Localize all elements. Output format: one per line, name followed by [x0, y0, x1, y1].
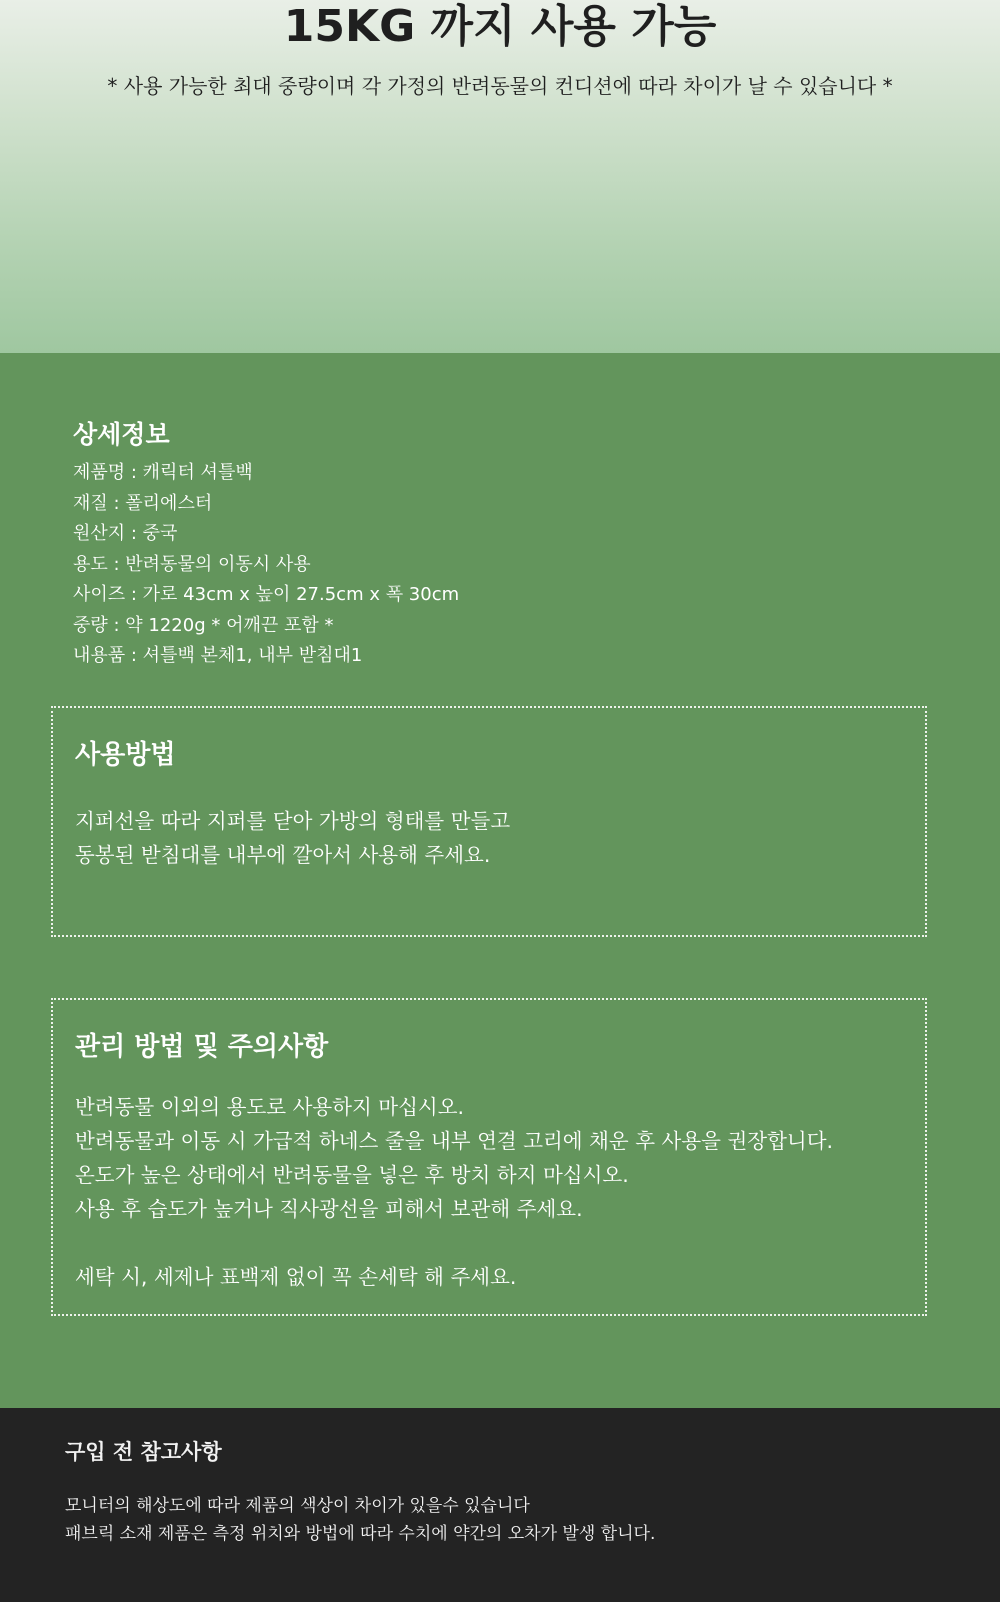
care-line: 사용 후 습도가 높거나 직사광선을 피해서 보관해 주세요.	[75, 1197, 583, 1221]
purchase-notes-lines	[65, 1492, 655, 1548]
detail-weight: 중량 : 약 1220g * 어깨끈 포함 *	[73, 614, 334, 636]
purchase-note: 모니터의 해상도에 따라 제품의 색상이 차이가 있을수 있습니다	[65, 1496, 530, 1516]
usage-line: 지퍼선을 따라 지퍼를 닫아 가방의 형태를 만들고	[75, 809, 511, 833]
hero-title: 15KG 까지 사용 가능	[283, 1, 717, 52]
detail-product-name: 제품명 : 캐릭터 셔틀백	[73, 462, 253, 483]
care-line: 반려동물 이외의 용도로 사용하지 마십시오.	[75, 1095, 465, 1119]
detail-origin: 원산지 : 중국	[73, 523, 178, 544]
care-box	[51, 998, 927, 1316]
info-panel	[0, 353, 1000, 1408]
hero-note: * 사용 가능한 최대 중량이며 각 가정의 반려동물의 컨디션에 따라 차이가 날 수 있습니다 *	[107, 74, 893, 98]
usage-heading: 사용방법	[75, 740, 176, 770]
care-line: 세탁 시, 세제나 표백제 없이 꼭 손세탁 해 주세요.	[75, 1265, 517, 1289]
detail-size: 사이즈 : 가로 43cm x 높이 27.5cm x 폭 30cm	[73, 584, 460, 605]
care-line: 온도가 높은 상태에서 반려동물을 넣은 후 방치 하지 마십시오.	[75, 1163, 629, 1187]
details-heading: 상세정보	[73, 420, 170, 449]
detail-purpose: 용도 : 반려동물의 이동시 사용	[73, 553, 311, 575]
purchase-notes	[0, 1408, 1000, 1602]
care-lines	[75, 1090, 833, 1294]
usage-lines	[75, 804, 510, 872]
purchase-note: 패브릭 소재 제품은 측정 위치와 방법에 따라 수치에 약간의 오차가 발생 합니다.	[65, 1524, 656, 1544]
detail-material: 재질 : 폴리에스터	[73, 492, 213, 514]
product-details	[73, 418, 459, 672]
detail-contents: 내용품 : 셔틀백 본체1, 내부 받침대1	[73, 645, 363, 666]
hero-banner	[0, 0, 1000, 353]
purchase-notes-heading: 구입 전 참고사항	[65, 1440, 222, 1464]
usage-line: 동봉된 받침대를 내부에 깔아서 사용해 주세요.	[75, 843, 491, 867]
usage-box	[51, 706, 927, 937]
care-heading: 관리 방법 및 주의사항	[75, 1032, 329, 1062]
care-line: 반려동물과 이동 시 가급적 하네스 줄을 내부 연결 고리에 채운 후 사용을 권장합니다.	[75, 1129, 834, 1153]
details-list	[73, 458, 459, 672]
